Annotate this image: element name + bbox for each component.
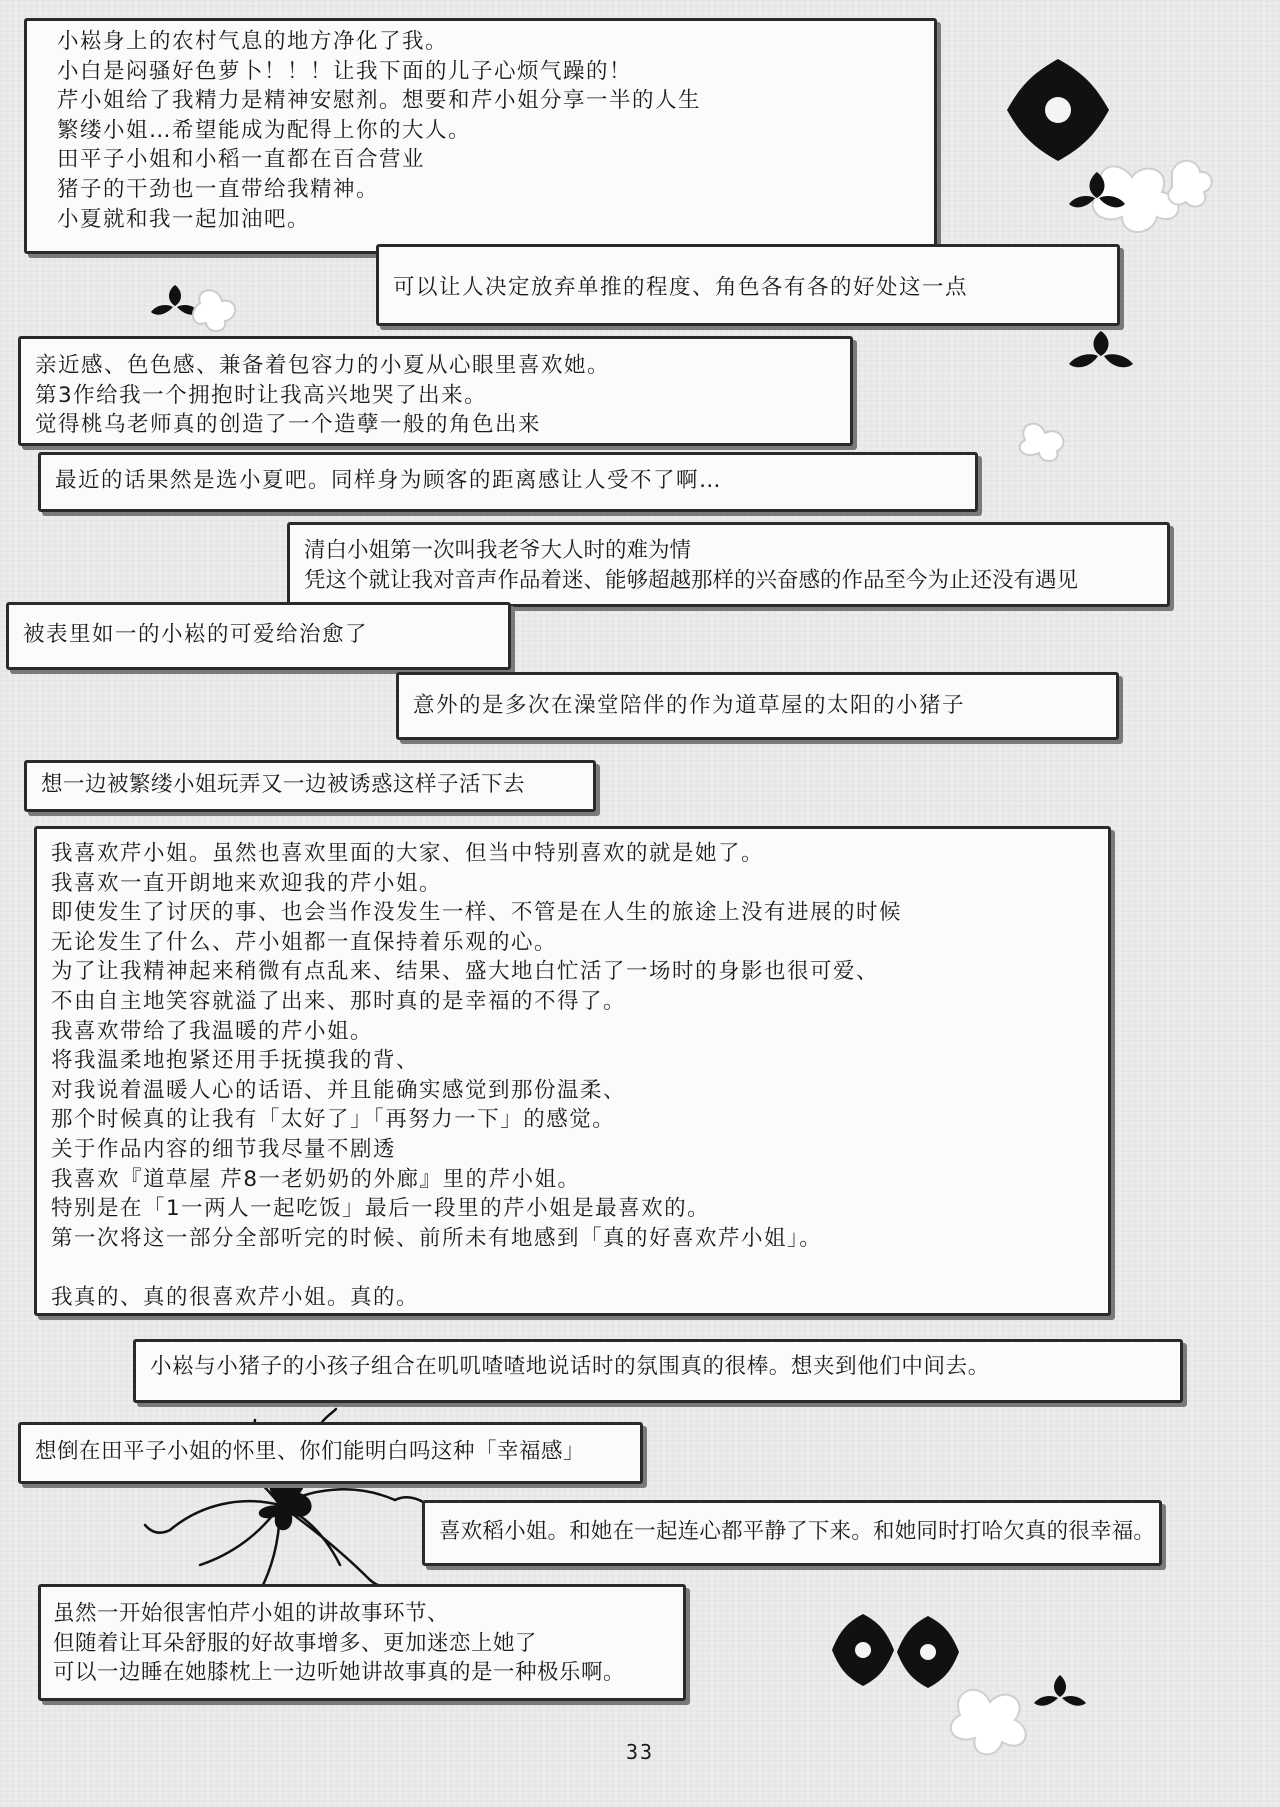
comment-line: 即使发生了讨厌的事、也会当作没发生一样、不管是在人生的旅途上没有进展的时候 — [51, 900, 903, 926]
comment-line: 意外的是多次在澡堂陪伴的作为道草屋的太阳的小猪子 — [413, 693, 966, 718]
comment-line: 虽然一开始很害怕芹小姐的讲故事环节、 — [53, 1601, 450, 1626]
comment-line: 第一次将这一部分全部听完的时候、前所未有地感到「真的好喜欢芹小姐」。 — [51, 1225, 823, 1251]
comment-line: 第3作给我一个拥抱时让我高兴地哭了出来。 — [35, 382, 488, 408]
comment-line: 但随着让耳朵舒服的好故事增多、更加迷恋上她了 — [53, 1630, 538, 1656]
comment-box — [24, 18, 937, 254]
comment-line: 田平子小姐和小稻一直都在百合营业 — [57, 147, 426, 173]
black-leaf-ornament-icon — [1067, 170, 1127, 225]
comment-line: 我喜欢一直开朗地来欢迎我的芹小姐。 — [51, 870, 443, 896]
black-leaf-ornament-icon — [1068, 330, 1134, 380]
comment-line: 想一边被繁缕小姐玩弄又一边被诱惑这样子活下去 — [41, 772, 526, 797]
comment-line: 小崧与小猪子的小孩子组合在叽叽喳喳地说话时的氛围真的很棒。想夹到他们中间去。 — [150, 1354, 990, 1379]
comment-box — [34, 826, 1111, 1316]
comment-line: 可以让人决定放弃单推的程度、角色各有各的好处这一点 — [393, 275, 969, 300]
white-flower-ornament-icon — [1005, 415, 1075, 465]
comment-line: 我喜欢『道草屋 芹8一老奶奶的外廊』里的芹小姐。 — [51, 1166, 581, 1192]
comment-line: 繁缕小姐…希望能成为配得上你的大人。 — [57, 117, 472, 143]
comment-line: 芹小姐给了我精力是精神安慰剂。想要和芹小姐分享一半的人生 — [57, 88, 702, 114]
comment-box — [422, 1500, 1162, 1566]
comment-line: 将我温柔地抱紧还用手抚摸我的背、 — [51, 1048, 420, 1074]
comment-line: 关于作品内容的细节我尽量不剧透 — [51, 1136, 397, 1162]
comment-box — [396, 672, 1119, 740]
comment-box — [6, 602, 511, 670]
comment-line: 那个时候真的让我有「太好了」「再努力一下」的感觉。 — [51, 1107, 616, 1133]
comment-line: 清白小姐第一次叫我老爷大人时的难为情 — [304, 538, 692, 563]
comment-line: 为了让我精神起来稍微有点乱来、结果、盛大地白忙活了一场时的身影也很可爱、 — [51, 959, 880, 985]
comment-line: 猪子的干劲也一直带给我精神。 — [57, 176, 380, 202]
comment-line: 小崧身上的农村气息的地方净化了我。 — [57, 29, 449, 54]
comment-line: 被表里如一的小崧的可爱给治愈了 — [23, 622, 369, 647]
comment-line: 小夏就和我一起加油吧。 — [57, 206, 311, 232]
comment-line: 喜欢稻小姐。和她在一起连心都平静了下来。和她同时打哈欠真的很幸福。 — [439, 1519, 1156, 1544]
comment-box — [38, 1584, 686, 1701]
comment-line: 可以一边睡在她膝枕上一边听她讲故事真的是一种极乐啊。 — [53, 1660, 626, 1686]
comment-line: 凭这个就让我对音声作品着迷、能够超越那样的兴奋感的作品至今为止还没有遇见 — [304, 567, 1079, 593]
comment-box — [133, 1339, 1183, 1403]
comment-line: 不由自主地笑容就溢了出来、那时真的是幸福的不得了。 — [51, 988, 627, 1014]
comment-line: 亲近感、色色感、兼备着包容力的小夏从心眼里喜欢她。 — [35, 353, 611, 378]
black-leaf-ornament-icon — [150, 283, 240, 333]
comment-line: 觉得桃乌老师真的创造了一个造孽一般的角色出来 — [35, 412, 542, 438]
comment-line: 对我说着温暖人心的话语、并且能确实感觉到那份温柔、 — [51, 1077, 627, 1103]
comment-box — [18, 1422, 643, 1484]
comment-line: 特别是在「1一两人一起吃饭」最后一段里的芹小姐是最喜欢的。 — [51, 1196, 711, 1222]
comment-line: 无论发生了什么、芹小姐都一直保持着乐观的心。 — [51, 929, 558, 955]
comment-line: 我喜欢芹小姐。虽然也喜欢里面的大家、但当中特别喜欢的就是她了。 — [51, 841, 765, 866]
page-number: 33 — [625, 1740, 655, 1764]
comment-line: 我真的、真的很喜欢芹小姐。真的。 — [51, 1284, 420, 1310]
comment-line: 小白是闷骚好色萝卜！！！让我下面的儿子心烦气躁的！ — [57, 58, 633, 84]
comment-box — [18, 336, 853, 446]
white-flower-ornament-icon — [930, 1660, 1100, 1760]
comment-box — [376, 244, 1120, 326]
comment-line — [51, 1253, 1094, 1283]
comment-line: 我喜欢带给了我温暖的芹小姐。 — [51, 1018, 374, 1044]
comment-box — [38, 452, 978, 512]
comment-line: 想倒在田平子小姐的怀里、你们能明白吗这种「幸福感」 — [35, 1439, 586, 1464]
comment-line: 最近的话果然是选小夏吧。同样身为顾客的距离感让人受不了啊… — [55, 468, 723, 493]
comment-box — [24, 760, 596, 812]
comment-box — [287, 522, 1170, 607]
